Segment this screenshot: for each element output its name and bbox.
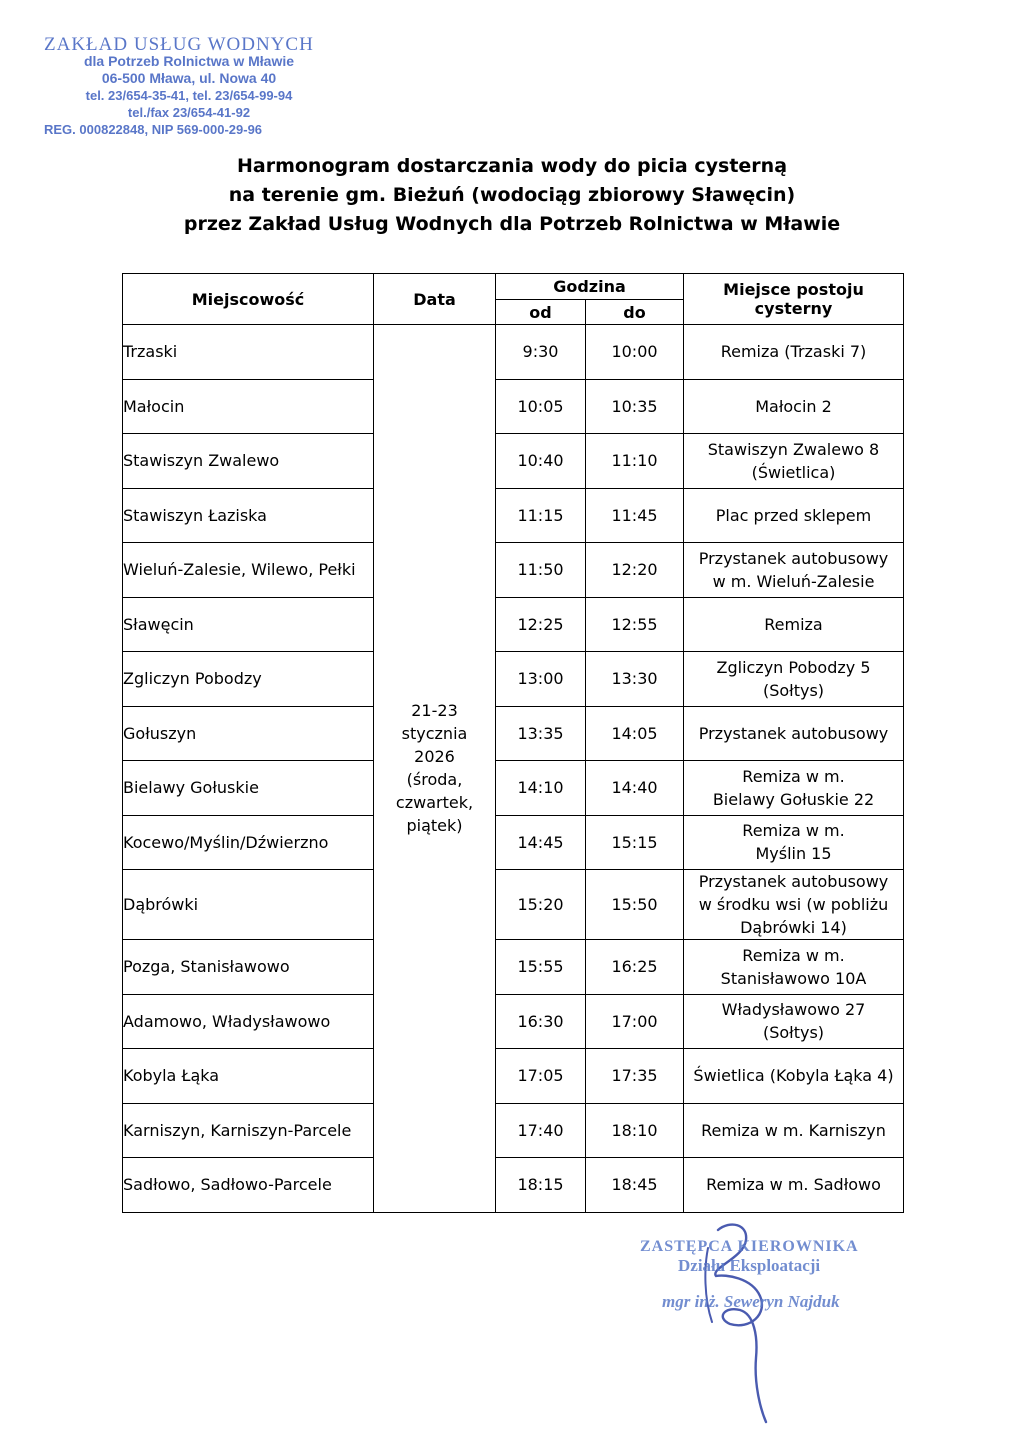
stop-line: Władysławowo 27 bbox=[721, 1000, 866, 1020]
signature-stamp-line-1: ZASTĘPCA KIEROWNIKA bbox=[640, 1238, 859, 1255]
company-stamp bbox=[44, 36, 334, 138]
stop-line: Remiza w m. Sadłowo bbox=[706, 1175, 881, 1195]
table-row bbox=[123, 543, 904, 598]
cell-from: 13:00 bbox=[496, 652, 586, 707]
cell-from: 12:25 bbox=[496, 597, 586, 652]
stop-line: Dąbrówki 14) bbox=[740, 918, 847, 937]
cell-place: Sadłowo, Sadłowo-Parcele bbox=[123, 1158, 374, 1213]
cell-to: 17:35 bbox=[586, 1049, 684, 1104]
cell-to: 11:10 bbox=[586, 434, 684, 489]
stop-line: Remiza bbox=[764, 614, 823, 634]
header-stop: Miejsce postoju cysterny bbox=[684, 274, 904, 325]
stamp-line-1: ZAKŁAD USŁUG WODNYCH bbox=[44, 34, 314, 55]
cell-to: 17:00 bbox=[586, 994, 684, 1049]
stamp-line-3: 06-500 Mława, ul. Nowa 40 bbox=[101, 70, 277, 86]
table-row bbox=[123, 325, 904, 380]
header-place: Miejscowość bbox=[123, 274, 374, 325]
cell-place: Gołuszyn bbox=[123, 706, 374, 761]
header-date: Data bbox=[374, 274, 496, 325]
title-line-3: przez Zakład Usług Wodnych dla Potrzeb Rolnictwa w Mławie bbox=[183, 213, 841, 235]
stop-line: w środku wsi (w pobliżu bbox=[698, 895, 889, 914]
stop-line: Bielawy Gołuskie 22 bbox=[712, 789, 875, 809]
cell-place: Dąbrówki bbox=[123, 870, 374, 940]
stop-line: Małocin 2 bbox=[755, 396, 832, 416]
stop-line: Plac przed sklepem bbox=[715, 505, 872, 525]
table-row bbox=[123, 1158, 904, 1213]
date-line: 2026 bbox=[414, 747, 455, 767]
cell-place: Stawiszyn Zwalewo bbox=[123, 434, 374, 489]
cell-stop bbox=[684, 870, 904, 940]
cell-to: 14:05 bbox=[586, 706, 684, 761]
cell-stop bbox=[684, 761, 904, 816]
table-row bbox=[123, 488, 904, 543]
date-line: stycznia bbox=[401, 724, 468, 744]
cell-place: Małocin bbox=[123, 379, 374, 434]
cell-place: Kobyla Łąka bbox=[123, 1049, 374, 1104]
schedule-table bbox=[122, 273, 904, 1213]
cell-stop bbox=[684, 488, 904, 543]
stop-line: Stawiszyn Zwalewo 8 bbox=[707, 439, 880, 459]
cell-stop bbox=[684, 543, 904, 598]
stop-line: Przystanek autobusowy bbox=[698, 872, 889, 891]
cell-from: 14:45 bbox=[496, 815, 586, 870]
stamp-line-5: tel./fax 23/654-41-92 bbox=[127, 105, 251, 120]
cell-to: 16:25 bbox=[586, 940, 684, 995]
header-to: do bbox=[586, 300, 684, 325]
cell-from: 18:15 bbox=[496, 1158, 586, 1213]
stop-line: (Sołtys) bbox=[762, 1023, 825, 1043]
table-row bbox=[123, 761, 904, 816]
cell-place: Karniszyn, Karniszyn-Parcele bbox=[123, 1103, 374, 1158]
cell-from: 11:50 bbox=[496, 543, 586, 598]
table-row bbox=[123, 434, 904, 489]
stop-line: Stanisławowo 10A bbox=[720, 968, 867, 988]
cell-from: 15:55 bbox=[496, 940, 586, 995]
stop-line: Przystanek autobusowy bbox=[698, 723, 889, 743]
table-row bbox=[123, 597, 904, 652]
cell-from: 9:30 bbox=[496, 325, 586, 380]
cell-stop bbox=[684, 652, 904, 707]
stamp-line-6: REG. 000822848, NIP 569-000-29-96 bbox=[44, 122, 263, 137]
cell-place: Kocewo/Myślin/Dźwierzno bbox=[123, 815, 374, 870]
date-line: piątek) bbox=[406, 816, 463, 836]
table-row bbox=[123, 706, 904, 761]
cell-from: 16:30 bbox=[496, 994, 586, 1049]
stop-line: Remiza (Trzaski 7) bbox=[720, 342, 867, 362]
stop-line: Remiza w m. bbox=[742, 766, 845, 786]
stop-line: Przystanek autobusowy bbox=[698, 548, 889, 568]
stop-line: Myślin 15 bbox=[755, 844, 832, 864]
cell-stop bbox=[684, 1158, 904, 1213]
cell-from: 17:05 bbox=[496, 1049, 586, 1104]
cell-place: Sławęcin bbox=[123, 597, 374, 652]
cell-stop bbox=[684, 1103, 904, 1158]
cell-from: 13:35 bbox=[496, 706, 586, 761]
table-row bbox=[123, 379, 904, 434]
stop-line: Zgliczyn Pobodzy 5 bbox=[716, 657, 871, 677]
cell-to: 14:40 bbox=[586, 761, 684, 816]
title-line-1: Harmonogram dostarczania wody do picia cysterną bbox=[236, 155, 788, 177]
signature-stamp-line-3: mgr inż. Seweryn Najduk bbox=[662, 1292, 840, 1311]
cell-from: 10:40 bbox=[496, 434, 586, 489]
signature-stamp-line-2: Działu Eksploatacji bbox=[678, 1256, 821, 1275]
table-row bbox=[123, 940, 904, 995]
cell-place: Bielawy Gołuskie bbox=[123, 761, 374, 816]
cell-to: 12:55 bbox=[586, 597, 684, 652]
cell-to: 10:00 bbox=[586, 325, 684, 380]
cell-place: Zgliczyn Pobodzy bbox=[123, 652, 374, 707]
stop-line: w m. Wieluń-Zalesie bbox=[712, 571, 875, 591]
cell-to: 10:35 bbox=[586, 379, 684, 434]
table-row bbox=[123, 815, 904, 870]
cell-from: 15:20 bbox=[496, 870, 586, 940]
cell-stop bbox=[684, 1049, 904, 1104]
cell-from: 17:40 bbox=[496, 1103, 586, 1158]
stop-line: Remiza w m. bbox=[742, 821, 845, 841]
cell-stop bbox=[684, 379, 904, 434]
stop-line: Remiza w m. bbox=[742, 945, 845, 965]
cell-to: 15:50 bbox=[586, 870, 684, 940]
cell-to: 11:45 bbox=[586, 488, 684, 543]
table-row bbox=[123, 870, 904, 940]
cell-from: 11:15 bbox=[496, 488, 586, 543]
date-line: 21-23 bbox=[411, 701, 458, 721]
cell-stop bbox=[684, 325, 904, 380]
stamp-line-2: dla Potrzeb Rolnictwa w Mławie bbox=[83, 53, 295, 69]
cell-place: Stawiszyn Łaziska bbox=[123, 488, 374, 543]
cell-to: 15:15 bbox=[586, 815, 684, 870]
cell-to: 13:30 bbox=[586, 652, 684, 707]
title-line-2: na terenie gm. Bieżuń (wodociąg zbiorowy Sławęcin) bbox=[228, 184, 796, 206]
cell-stop bbox=[684, 994, 904, 1049]
cell-place: Wieluń-Zalesie, Wilewo, Pełki bbox=[123, 543, 374, 598]
cell-to: 12:20 bbox=[586, 543, 684, 598]
cell-place: Pozga, Stanisławowo bbox=[123, 940, 374, 995]
table-row bbox=[123, 1103, 904, 1158]
stop-line: Remiza w m. Karniszyn bbox=[701, 1120, 886, 1140]
stop-line: (Świetlica) bbox=[751, 462, 836, 482]
cell-stop bbox=[684, 815, 904, 870]
stop-line: Świetlica (Kobyla Łąka 4) bbox=[693, 1066, 894, 1086]
stop-line: (Sołtys) bbox=[762, 680, 825, 700]
cell-from: 10:05 bbox=[496, 379, 586, 434]
document-title bbox=[0, 152, 1024, 239]
cell-stop bbox=[684, 597, 904, 652]
cell-place: Trzaski bbox=[123, 325, 374, 380]
cell-date bbox=[374, 325, 496, 1213]
table-row bbox=[123, 1049, 904, 1104]
cell-stop bbox=[684, 940, 904, 995]
table-row bbox=[123, 652, 904, 707]
signature-stamp bbox=[640, 1238, 890, 1312]
date-line: czwartek, bbox=[395, 793, 474, 813]
cell-from: 14:10 bbox=[496, 761, 586, 816]
cell-to: 18:45 bbox=[586, 1158, 684, 1213]
table-row bbox=[123, 994, 904, 1049]
header-hour: Godzina bbox=[496, 274, 684, 300]
cell-stop bbox=[684, 434, 904, 489]
cell-to: 18:10 bbox=[586, 1103, 684, 1158]
stamp-line-4: tel. 23/654-35-41, tel. 23/654-99-94 bbox=[85, 88, 293, 103]
cell-place: Adamowo, Władysławowo bbox=[123, 994, 374, 1049]
header-from: od bbox=[496, 300, 586, 325]
date-line: (środa, bbox=[406, 770, 463, 790]
cell-stop bbox=[684, 706, 904, 761]
